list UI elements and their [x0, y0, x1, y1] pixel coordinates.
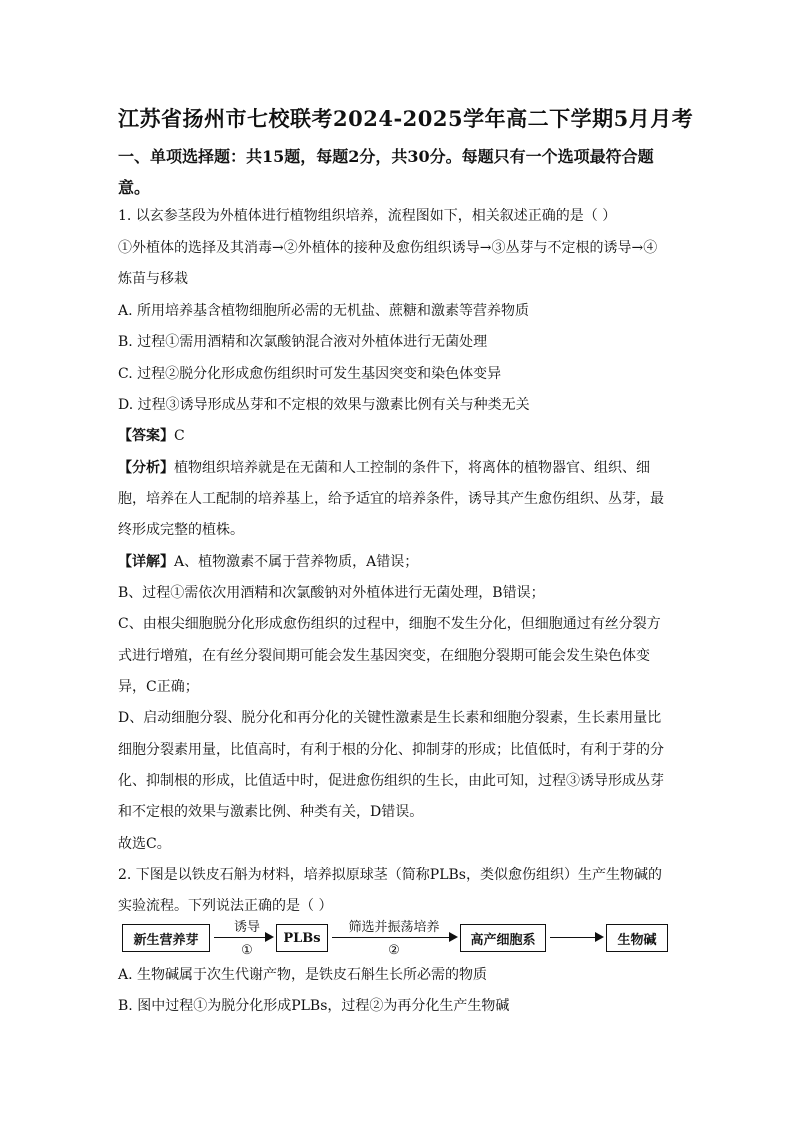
q1-option-a: A. 所用培养基含植物细胞所必需的无机盐、蔗糖和激素等营养物质 [118, 303, 530, 319]
flow-arrow-3 [550, 937, 602, 938]
q1-option-c: C. 过程②脱分化形成愈伤组织时可发生基因突变和染色体变异 [118, 366, 502, 382]
q2-option-a: A. 生物碱属于次生代谢产物，是铁皮石斛生长所必需的物质 [118, 967, 488, 983]
q1-detail-line: 化、抑制根的形成，比值适中时，促进愈伤组织的生长，由此可知，过程③诱导形成丛芽 [118, 773, 664, 789]
flow-arrow-1 [214, 937, 272, 938]
flow-box-high-yield-cell-line: 高产细胞系 [460, 924, 546, 952]
detail-text: A、植物激素不属于营养物质，A错误； [174, 554, 419, 570]
q1-option-d: D. 过程③诱导形成丛芽和不定根的效果与激素比例有关与种类无关 [118, 397, 530, 413]
q1-answer [118, 426, 678, 446]
q2-option-b: B. 图中过程①为脱分化形成PLBs，过程②为再分化生产生物碱 [118, 998, 510, 1014]
q1-detail-line: C、由根尖细胞脱分化形成愈伤组织的过程中，细胞不发生分化，但细胞通过有丝分裂方 [118, 616, 661, 632]
q1-analysis-line: 胞，培养在人工配制的培养基上，给予适宜的培养条件，诱导其产生愈伤组织、丛芽，最 [118, 491, 664, 507]
q2-flow-diagram [118, 916, 678, 962]
arrow1-label-bottom: ① [241, 943, 253, 958]
flow-box-plbs: PLBs [276, 924, 328, 952]
arrow2-label-top: 筛选并振荡培养 [348, 920, 440, 935]
q1-detail-line: 和不定根的效果与激素比例、种类有关，D错误。 [118, 804, 424, 820]
q1-stem: 1. 以玄参茎段为外植体进行植物组织培养，流程图如下，相关叙述正确的是（ ） [118, 208, 617, 224]
answer-value: C [174, 428, 185, 444]
q1-detail-line: B、过程①需依次用酒精和次氯酸钠对外植体进行无菌处理，B错误； [118, 585, 545, 601]
q2-stem-cont: 实验流程。下列说法正确的是（ ） [118, 898, 333, 914]
arrow2-label-bottom: ② [388, 943, 400, 958]
analysis-text: 植物组织培养就是在无菌和人工控制的条件下，将离体的植物器官、组织、细 [174, 460, 650, 476]
section-heading-cont: 意。 [118, 178, 151, 197]
q1-detail-line: 异，C正确； [118, 679, 199, 695]
flow-arrow-2 [332, 937, 456, 938]
q1-process-line-cont: 炼苗与移栽 [118, 271, 188, 287]
answer-tag: 【答案】 [118, 428, 174, 444]
section-heading: 一、单项选择题：共15题，每题2分，共30分。每题只有一个选项最符合题 [118, 147, 654, 166]
q1-conclusion: 故选C。 [118, 836, 171, 852]
analysis-tag: 【分析】 [118, 460, 174, 476]
flow-box-new-bud: 新生营养芽 [122, 924, 210, 952]
q2-stem: 2. 下图是以铁皮石斛为材料，培养拟原球茎（简称PLBs，类似愈伤组织）生产生物碱的 [118, 867, 662, 883]
flow-box-alkaloid: 生物碱 [606, 924, 668, 952]
q1-process-line: ①外植体的选择及其消毒→②外植体的接种及愈伤组织诱导→③丛芽与不定根的诱导→④ [118, 240, 658, 256]
q1-analysis-line: 终形成完整的植株。 [118, 522, 244, 538]
detail-tag: 【详解】 [118, 554, 174, 570]
q1-detail-line: D、启动细胞分裂、脱分化和再分化的关键性激素是生长素和细胞分裂素，生长素用量比 [118, 710, 662, 726]
q1-option-b: B. 过程①需用酒精和次氯酸钠混合液对外植体进行无菌处理 [118, 334, 488, 350]
q1-detail-line: 式进行增殖，在有丝分裂间期可能会发生基因突变，在细胞分裂期可能会发生染色体变 [118, 648, 650, 664]
page-title: 江苏省扬州市七校联考2024-2025学年高二下学期5月月考 [118, 106, 694, 131]
q1-detail-line [118, 552, 678, 572]
q1-detail-line: 细胞分裂素用量，比值高时，有利于根的分化、抑制芽的形成；比值低时，有利于芽的分 [118, 742, 664, 758]
q1-analysis-line [118, 458, 678, 478]
arrow1-label-top: 诱导 [233, 920, 260, 935]
